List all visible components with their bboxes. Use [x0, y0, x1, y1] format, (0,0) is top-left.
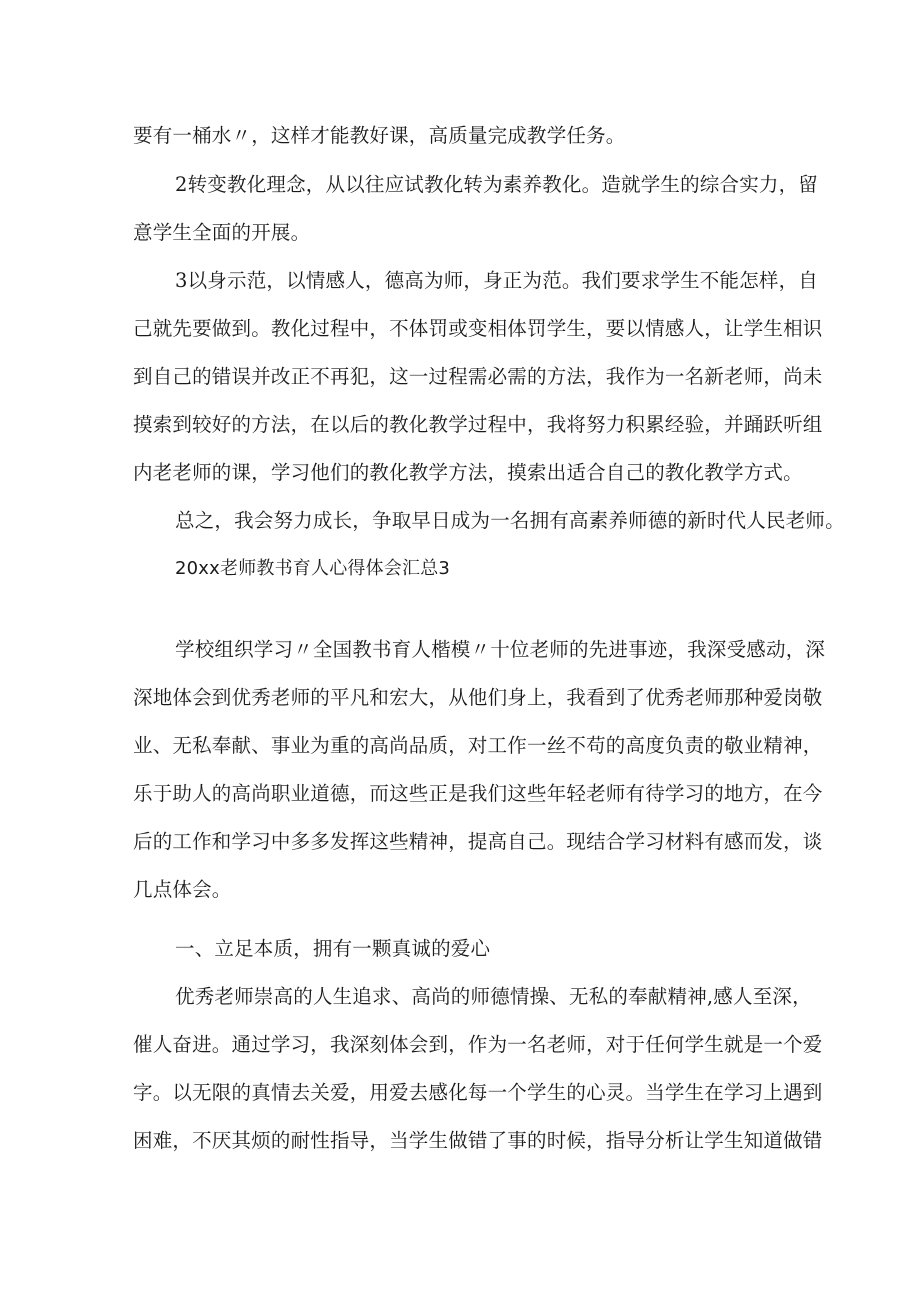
paragraph-line: 学校组织学习〃全国教书育人楷模〃十位老师的先进事迹，我深受感动，深 — [175, 638, 826, 661]
paragraph-line: 字。以无限的真情去关爱，用爱去感化每一个学生的心灵。当学生在学习上遇到 — [133, 1081, 823, 1104]
paragraph-line: 乐于助人的高尚职业道德，而这些正是我们这些年轻老师有待学习的地方，在今 — [133, 782, 823, 805]
paragraph-line: 摸索到较好的方法，在以后的教化教学过程中，我将努力积累经验，并踊跃听组 — [133, 413, 823, 436]
paragraph-line: 到自己的错误并改正不再犯，这一过程需必需的方法，我作为一名新老师，尚未 — [133, 365, 823, 388]
paragraph-line: 要有一桶水〃，这样才能教好课，高质量完成教学任务。 — [133, 124, 626, 147]
paragraph-line: 困难，不厌其烦的耐性指导，当学生做错了事的时候，指导分析让学生知道做错 — [133, 1129, 823, 1152]
paragraph-line: 业、无私奉献、事业为重的高尚品质，对工作一丝不苟的高度负责的敬业精神， — [133, 734, 823, 757]
paragraph-line: 后的工作和学习中多多发挥这些精神，提高自己。现结合学习材料有感而发，谈 — [133, 830, 823, 853]
paragraph-line: 己就先要做到。教化过程中，不体罚或变相体罚学生，要以情感人，让学生相识 — [133, 317, 823, 340]
paragraph-line: 优秀老师崇高的人生追求、高尚的师德情操、无私的奉献精神,感人至深， — [175, 985, 812, 1008]
section-heading: 20xx老师教书育人心得体会汇总3 — [175, 558, 451, 579]
paragraph-line: 总之，我会努力成长，争取早日成为一名拥有高素养师德的新时代人民老师。 — [175, 509, 845, 532]
subsection-heading: 一、立足本质，拥有一颗真诚的爱心 — [175, 937, 491, 960]
paragraph-line: 3以身示范，以情感人，德高为师，身正为范。我们要求学生不能怎样，自 — [175, 269, 819, 292]
paragraph-line: 2转变教化理念，从以往应试教化转为素养教化。造就学生的综合实力，留 — [175, 173, 819, 196]
paragraph-line: 几点体会。 — [133, 878, 232, 901]
paragraph-line: 内老老师的课，学习他们的教化教学方法，摸索出适合自己的教化教学方式。 — [133, 461, 803, 484]
paragraph-line: 意学生全面的开展。 — [133, 221, 311, 244]
paragraph-line: 深地体会到优秀老师的平凡和宏大，从他们身上，我看到了优秀老师那种爱岗敬 — [133, 686, 823, 709]
paragraph-line: 催人奋进。通过学习，我深刻体会到，作为一名老师，对于任何学生就是一个爱 — [133, 1033, 823, 1056]
